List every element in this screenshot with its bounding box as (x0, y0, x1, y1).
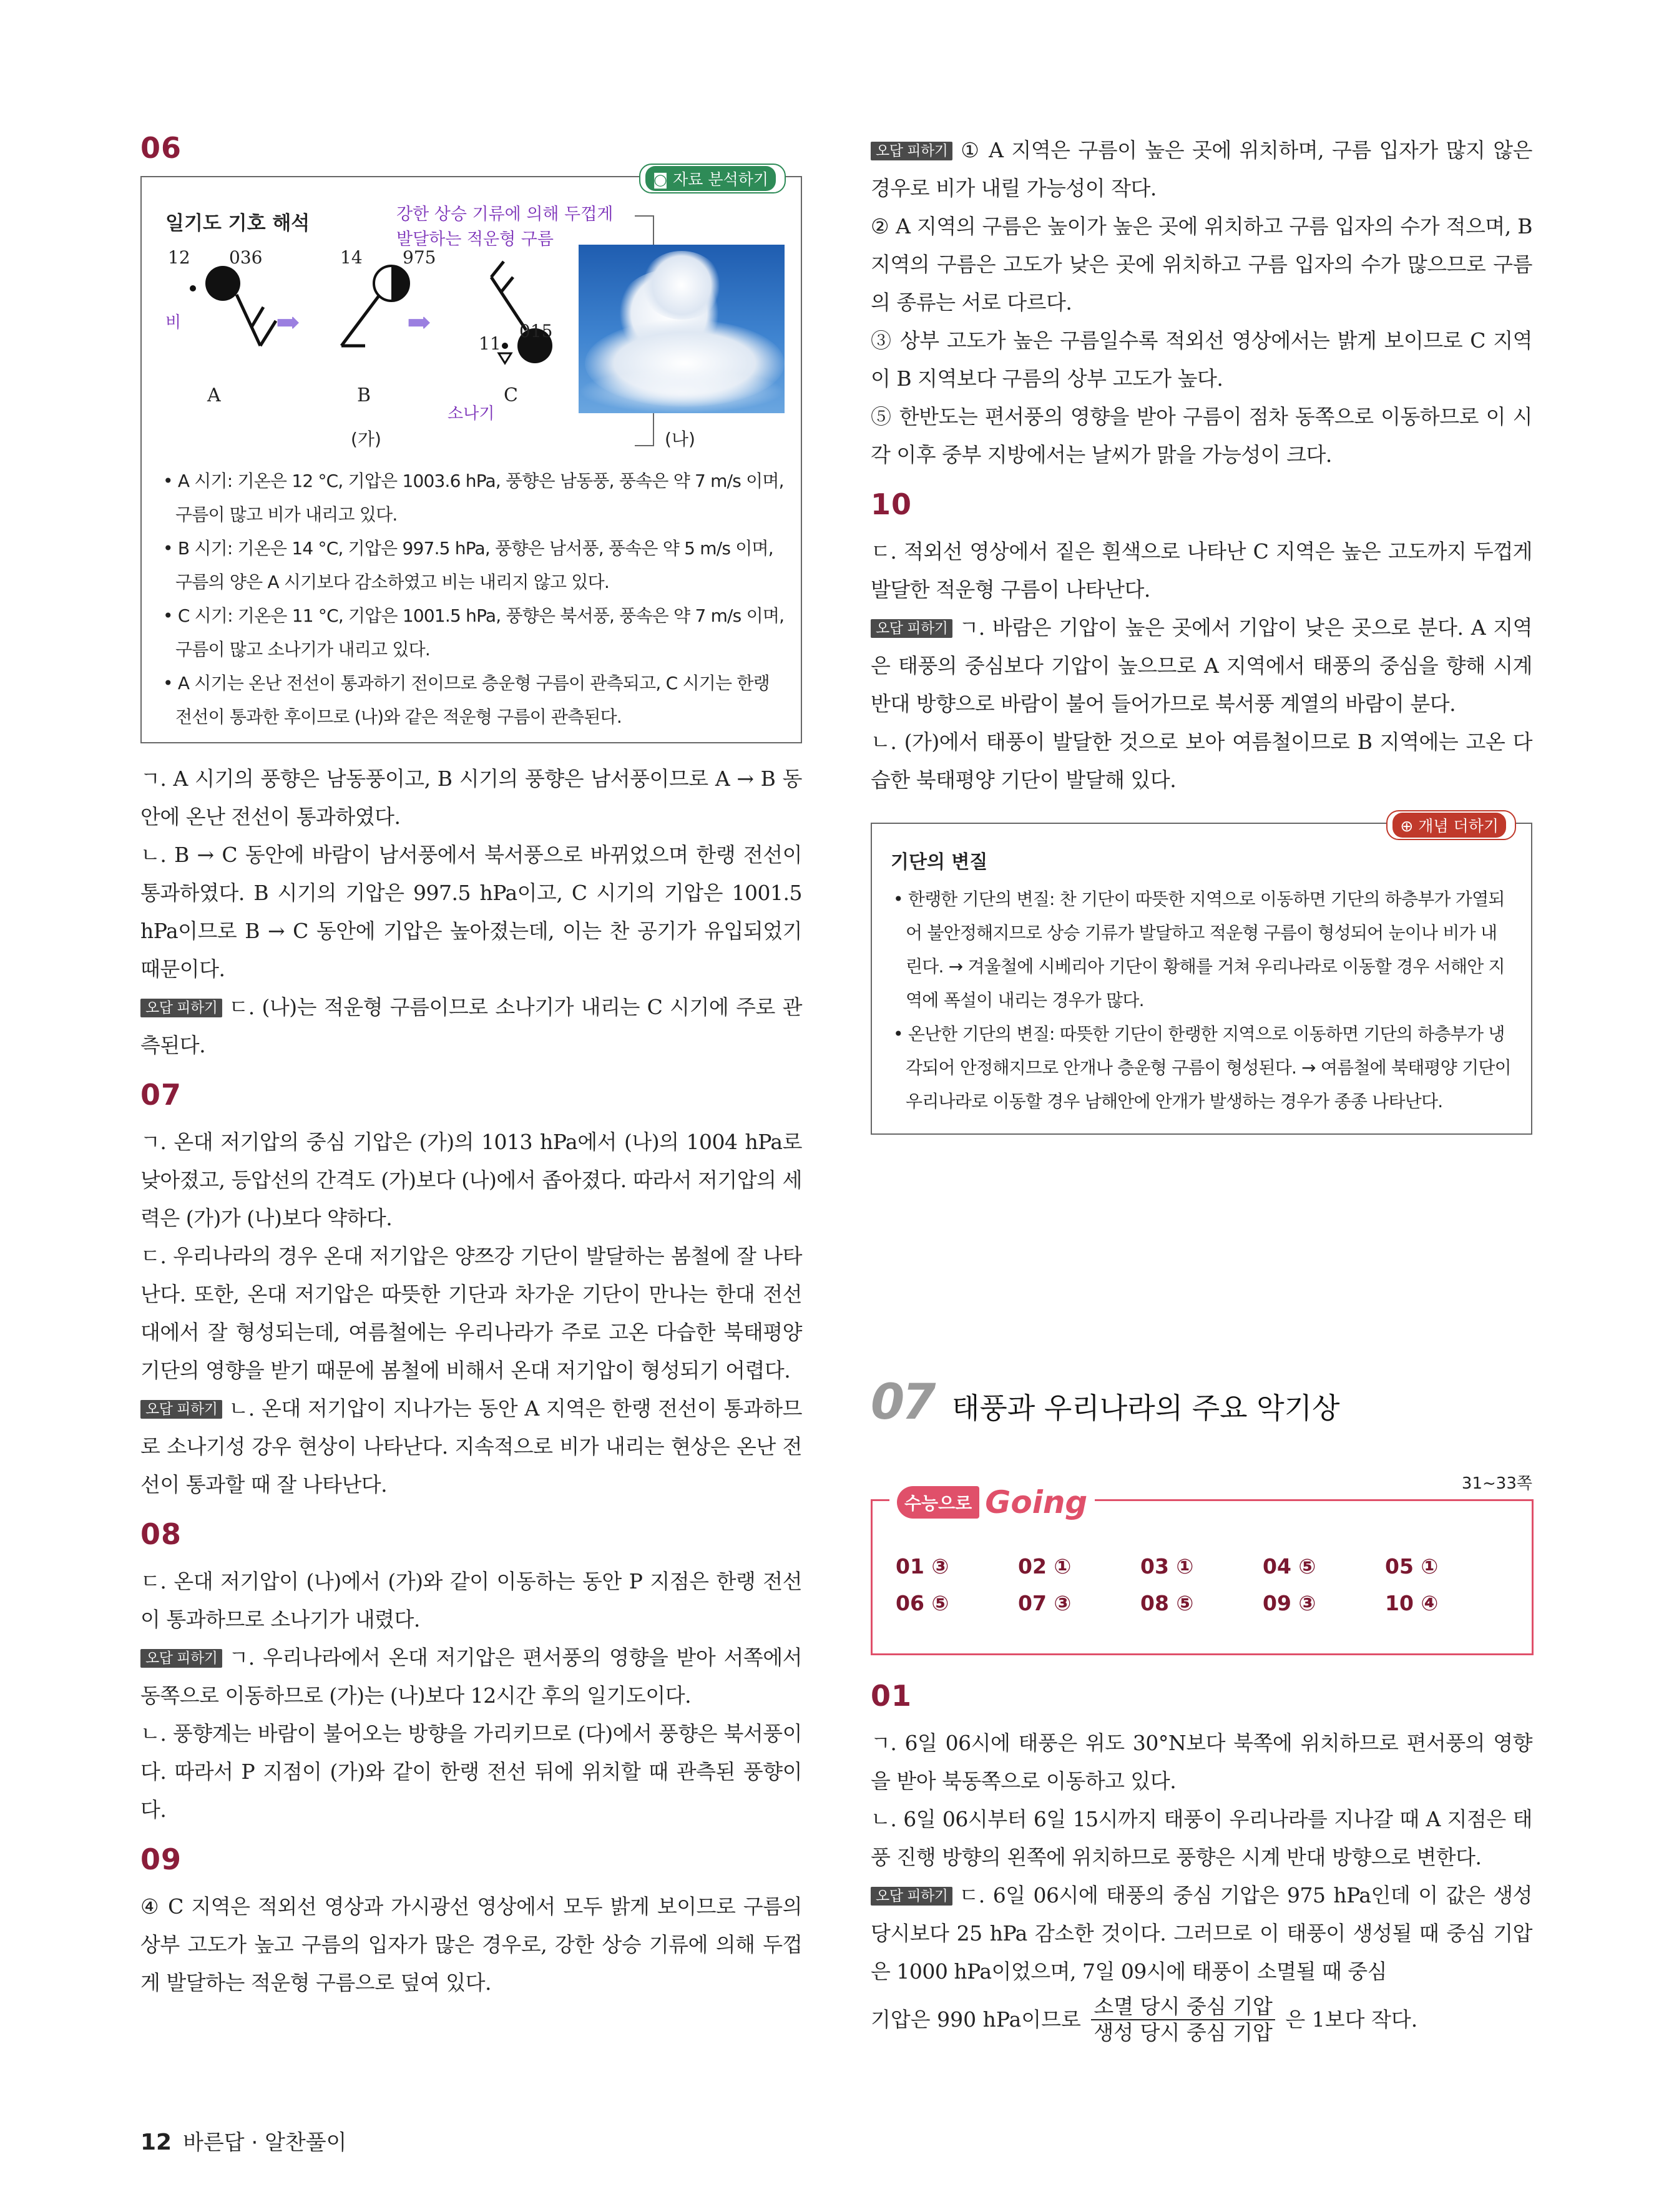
answer-text: ㄷ. 6일 06시에 태풍의 중심 기압은 975 hPa인데 이 값은 생성 당시보다 25 hPa 감소한 것이다. 그러므로 이 태풍이 생성될 때 중심 기압은 1000 hPa이었으며, 7일 09시에 태풍이 소멸될 때 중심 (871, 1883, 1532, 1984)
station-b-pressure: 975 (403, 247, 436, 268)
answer-item: 05 ① (1385, 1554, 1439, 1578)
question-number: 10 (871, 487, 913, 521)
analysis-bullet: • A 시기: 기온은 12 °C, 기압은 1003.6 hPa, 풍향은 남동풍, 풍속은 약 7 m/s 이며, 구름이 많고 비가 내리고 있다. (163, 471, 784, 525)
answer-item: 06 ⑤ (896, 1591, 949, 1615)
answer-paragraph (871, 609, 1532, 723)
concept-box-title: 기단의 변질 (891, 851, 988, 873)
chapter-heading (871, 1374, 1532, 1431)
question-number: 01 (871, 1679, 913, 1713)
concept-box-tag-text: 개념 더하기 (1418, 817, 1499, 835)
section-01 (871, 1679, 1532, 2045)
footer-text: 바른답 · 알찬풀이 (183, 2130, 347, 2155)
answer-text: ㄴ. 온대 저기압이 지나가는 동안 A 지역은 한랭 전선이 통과하므로 소나기성 강우 현상이 나타난다. 지속적으로 비가 내리는 현상은 온난 전선이 통과할 때 잘 나타난다. (140, 1396, 802, 1497)
analysis-bullets (160, 464, 785, 734)
answer-paragraph (140, 988, 802, 1064)
station-c-note: 소나기 (448, 404, 495, 423)
concept-box (871, 817, 1532, 1135)
fraction-pre-text: 기압은 990 hPa이므로 (871, 2007, 1081, 2032)
avoid-wrong-tag: 오답 피하기 (871, 142, 952, 160)
answer-item: 09 ③ (1263, 1591, 1316, 1615)
question-number: 06 (140, 131, 182, 165)
answer-text: ㄱ. 바람은 기압이 높은 곳에서 기압이 낮은 곳으로 분다. A 지역은 태풍의 중심보다 기압이 높으므로 A 지역에서 태풍의 중심을 향해 시계 반대 방향으로 바람이 불어 들어가므로 북서풍 계열의 바람이 분다. (871, 615, 1532, 716)
fraction (1091, 1994, 1275, 2045)
plus-icon: ⊕ (1400, 817, 1419, 835)
answer-paragraph (871, 1876, 1532, 1990)
answer-item: 08 ⑤ (1140, 1591, 1194, 1615)
station-c-pressure: 015 (519, 321, 553, 341)
chapter-number: 07 (871, 1374, 934, 1431)
answer-text: ㄷ. (나)는 적운형 구름이므로 소나기가 내리는 C 시기에 주로 관측된다. (140, 995, 802, 1057)
answer-item: 04 ⑤ (1263, 1554, 1316, 1578)
weather-symbol-a (167, 252, 291, 396)
handwritten-note-line-1: 강한 상승 기류에 의해 두껍게 (396, 205, 614, 224)
answer-paragraph: ㄴ. 풍향계는 바람이 불어오는 방향을 가리키므로 (다)에서 풍향은 북서풍이다. 따라서 P 지점이 (가)와 같이 한랭 전선 뒤에 위치할 때 관측된 풍향이다. (140, 1721, 802, 1822)
analysis-bullet: • B 시기: 기온은 14 °C, 기압은 997.5 hPa, 풍향은 남서풍, 풍속은 약 5 m/s 이며, 구름의 양은 A 시기보다 감소하였고 비는 내리지 않고 있다. (163, 538, 773, 592)
answer-paragraph: ㄷ. 온대 저기압이 (나)에서 (가)와 같이 이동하는 동안 P 지점은 한랭 전선이 통과하므로 소나기가 내렸다. (140, 1569, 802, 1632)
going-pages: 31~33쪽 (1461, 1474, 1532, 1493)
station-a-label: A (207, 384, 221, 406)
handwritten-note-line-2: 발달하는 적운형 구름 (396, 230, 554, 249)
concept-box-tag (1386, 810, 1516, 840)
fraction-denominator: 생성 당시 중심 기압 (1094, 2020, 1273, 2045)
answer-item: 10 ④ (1385, 1591, 1439, 1615)
answer-text: ㄱ. 우리나라에서 온대 저기압은 편서풍의 영향을 받아 서쪽에서 동쪽으로 이동하므로 (가)는 (나)보다 12시간 후의 일기도이다. (140, 1645, 802, 1708)
station-b-label: B (357, 384, 371, 406)
data-analysis-box (140, 170, 802, 743)
cumulus-cloud-photo (579, 245, 785, 413)
question-number: 08 (140, 1517, 182, 1551)
answer-paragraph: ④ C 지역은 적외선 영상과 가시광선 영상에서 모두 밝게 보이므로 구름의 상부 고도가 높고 구름의 입자가 많은 경우로, 강한 상승 기류에 의해 두껍게 발달하는 적운형 구름으로 덮여 있다. (140, 1894, 802, 1995)
going-answer-box (871, 1474, 1532, 1654)
caption-na: (나) (665, 429, 695, 449)
station-c-label: C (504, 384, 518, 406)
avoid-wrong-tag: 오답 피하기 (871, 619, 952, 638)
answer-grid (871, 1554, 1532, 1615)
page-number: 12 (140, 2130, 172, 2155)
answer-item: 01 ③ (896, 1554, 949, 1578)
analysis-bullet: • A 시기는 온난 전선이 통과하기 전이므로 층운형 구름이 관측되고, C 시기는 한랭 전선이 통과한 후이므로 (나)와 같은 적운형 구름이 관측된다. (163, 673, 770, 727)
fraction-post-text: 은 1보다 작다. (1285, 2007, 1418, 2032)
left-column (140, 131, 802, 2002)
answer-paragraph: ㄴ. B → C 동안에 바람이 남서풍에서 북서풍으로 바뀌었으며 한랭 전선이 통과하였다. B 시기의 기압은 997.5 hPa이고, C 시기의 기압은 1001.5 hPa이므로 B → C 동안에 기압은 높아졌는데, 이는 찬 공기가 유입되었기 때문이다. (140, 843, 802, 981)
avoid-wrong-tag: 오답 피하기 (140, 1649, 222, 1668)
going-logo (889, 1484, 1095, 1520)
answer-item: 07 ③ (1018, 1591, 1072, 1615)
station-a-temp: 12 (168, 247, 190, 268)
concept-bullets (891, 883, 1512, 1118)
station-a-note: 비 (165, 313, 182, 332)
answer-paragraph: ㄴ. 6일 06시부터 6일 15시까지 태풍이 우리나라를 지나갈 때 A 지점은 태풍 진행 방향의 왼쪽에 위치하므로 풍향은 시계 반대 방향으로 변한다. (871, 1807, 1532, 1869)
answer-text: ① A 지역은 구름이 높은 곳에 위치하며, 구름 입자가 많지 않은 경우로 비가 내릴 가능성이 작다. (871, 138, 1532, 200)
avoid-wrong-tag: 오답 피하기 (871, 1887, 952, 1906)
fraction-line (871, 1994, 1532, 2045)
chapter-title: 태풍과 우리나라의 주요 악기상 (952, 1391, 1340, 1425)
concept-bullet: • 한랭한 기단의 변질: 찬 기단이 따뜻한 지역으로 이동하면 기단의 하층부가 가열되어 불안정해지므로 상승 기류가 발달하고 적운형 구름이 형성되어 눈이나 비가 내린다. → 겨울철에 시베리아 기단이 황해를 거쳐 우리나라로 이동할 경우 서해안 지역에 폭설이 내리는 경우가 많다. (893, 889, 1505, 1011)
avoid-wrong-tag: 오답 피하기 (140, 999, 222, 1017)
answer-paragraph: ㄷ. 적외선 영상에서 짙은 흰색으로 나타난 C 지역은 높은 고도까지 두껍게 발달한 적운형 구름이 나타난다. (871, 539, 1532, 602)
station-a-pressure: 036 (229, 247, 263, 268)
going-logo-en: Going (985, 1484, 1088, 1520)
box-title: 일기도 기호 해석 (165, 212, 310, 235)
right-column (871, 131, 1532, 2045)
avoid-wrong-tag: 오답 피하기 (140, 1400, 222, 1419)
station-b-temp: 14 (340, 247, 363, 268)
question-number: 07 (140, 1078, 182, 1112)
answer-item: 03 ① (1140, 1554, 1194, 1578)
answer-paragraph: ㄷ. 우리나라의 경우 온대 저기압은 양쯔강 기단이 발달하는 봄철에 잘 나타난다. 또한, 온대 저기압은 따뜻한 기단과 차가운 기단이 만나는 한대 전선대에서 잘 형성되는데, 여름철에는 우리나라가 주로 고온 다습한 북태평양 기단의 영향을 받기 때문에 봄철에 비해서 온대 저기압이 형성되기 어렵다. (140, 1244, 802, 1382)
fraction-numerator: 소멸 당시 중심 기압 (1091, 1994, 1275, 2020)
going-logo-ko: 수능으로 (897, 1486, 979, 1519)
answer-paragraph: ⑤ 한반도는 편서풍의 영향을 받아 구름이 점차 동쪽으로 이동하므로 이 시각 이후 중부 지방에서는 날씨가 맑을 가능성이 크다. (871, 404, 1532, 467)
answer-paragraph (140, 1638, 802, 1715)
weather-symbol-b (329, 252, 454, 396)
answer-paragraph: ③ 상부 고도가 높은 구름일수록 적외선 영상에서는 밝게 보이므로 C 지역이 B 지역보다 구름의 상부 고도가 높다. (871, 328, 1532, 391)
answer-item: 02 ① (1018, 1554, 1072, 1578)
concept-bullet: • 온난한 기단의 변질: 따뜻한 기단이 한랭한 지역으로 이동하면 기단의 하층부가 냉각되어 안정해지므로 안개나 층운형 구름이 형성된다. → 여름철에 북태평양 기단이 우리나라로 이동할 경우 남해안에 안개가 발생하는 경우가 종종 나타난다. (893, 1024, 1511, 1112)
box-tag-text: 자료 분석하기 (673, 170, 768, 188)
page-footer (140, 2125, 346, 2156)
answer-paragraph (140, 1389, 802, 1504)
answer-paragraph: ㄱ. A 시기의 풍향은 남동풍이고, B 시기의 풍향은 남서풍이므로 A → B 동안에 온난 전선이 통과하였다. (140, 766, 802, 829)
arrow-icon: ➡ (407, 305, 431, 339)
caption-ga: (가) (351, 429, 381, 449)
arrow-icon: ➡ (276, 305, 300, 339)
answer-paragraph (871, 131, 1532, 207)
camera-icon: ◙ (652, 170, 673, 188)
analysis-bullet: • C 시기: 기온은 11 °C, 기압은 1001.5 hPa, 풍향은 북서풍, 풍속은 약 7 m/s 이며, 구름이 많고 소나기가 내리고 있다. (163, 605, 785, 660)
answer-paragraph: ㄴ. (가)에서 태풍이 발달한 것으로 보아 여름철이므로 B 지역에는 고온 다습한 북태평양 기단이 발달해 있다. (871, 730, 1532, 792)
question-number: 09 (140, 1843, 182, 1876)
station-c-temp: 11 (479, 333, 501, 354)
answer-paragraph: ② A 지역의 구름은 높이가 높은 곳에 위치하고 구름 입자의 수가 적으며, B 지역의 구름은 고도가 낮은 곳에 위치하고 구름 입자의 수가 많으므로 구름의 종류는 서로 다르다. (871, 214, 1532, 315)
answer-paragraph: ㄱ. 온대 저기압의 중심 기압은 (가)의 1013 hPa에서 (나)의 1004 hPa로 낮아졌고, 등압선의 간격도 (가)보다 (나)에서 좁아졌다. 따라서 저기압의 세력은 (가)가 (나)보다 약하다. (140, 1130, 802, 1230)
answer-paragraph: ㄱ. 6일 06시에 태풍은 위도 30°N보다 북쪽에 위치하므로 편서풍의 영향을 받아 북동쪽으로 이동하고 있다. (871, 1731, 1532, 1793)
